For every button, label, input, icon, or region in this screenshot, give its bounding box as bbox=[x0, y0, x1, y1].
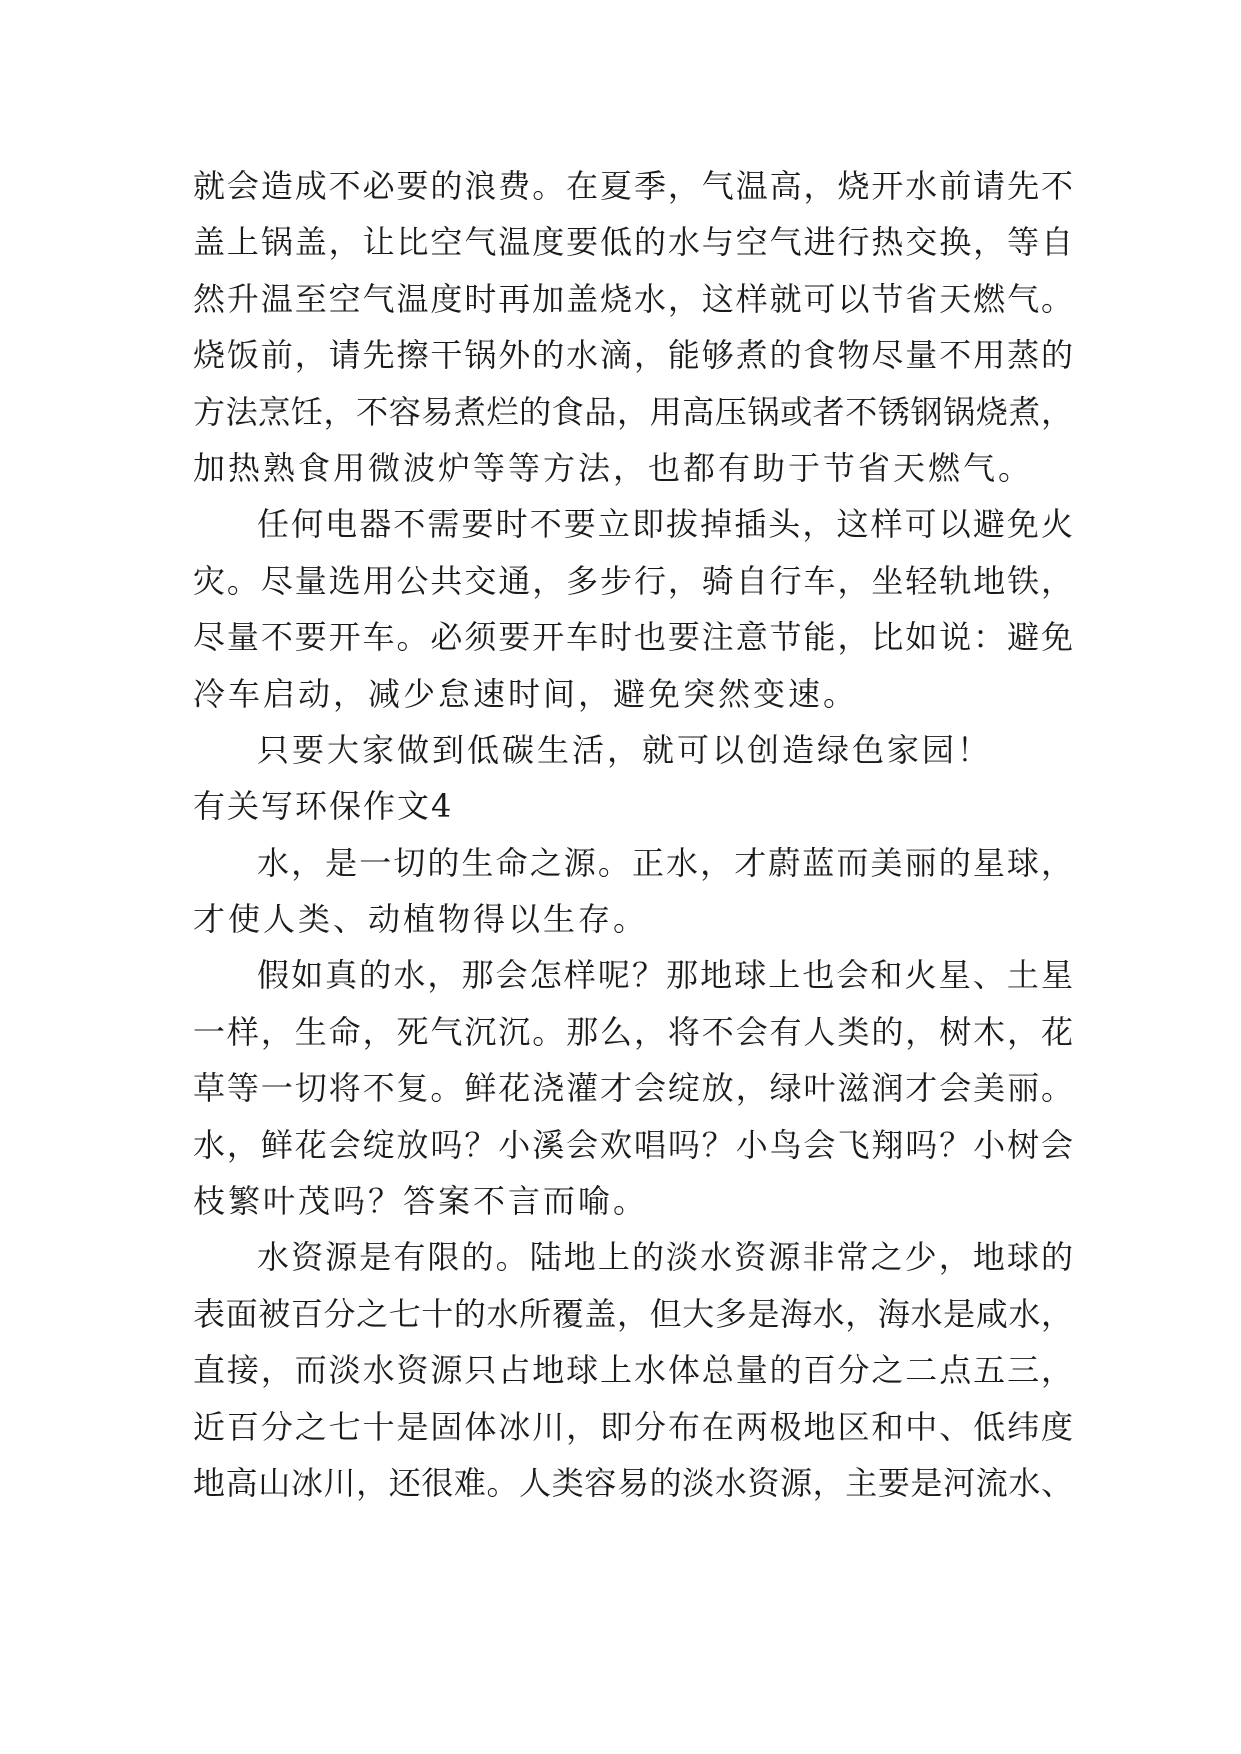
document-body bbox=[193, 158, 1073, 1511]
text-line: 任何电器不需要时不要立即拔掉插头，这样可以避免火 bbox=[257, 505, 1073, 544]
text-line: 水资源是有限的。陆地上的淡水资源非常之少，地球的 bbox=[257, 1238, 1073, 1277]
text-line: 灾。尽量选用公共交通，多步行，骑自行车，坐轻轨地铁， bbox=[193, 561, 1073, 600]
text-line: 才使人类、动植物得以生存。 bbox=[193, 900, 649, 939]
text-line: 近百分之七十是固体冰川，即分布在两极地区和中、低纬度 bbox=[193, 1407, 1073, 1446]
text-line: 假如真的水，那会怎样呢？那地球上也会和火星、土星 bbox=[257, 956, 1073, 995]
text-line: 地高山冰川，还很难。人类容易的淡水资源，主要是河流水、 bbox=[193, 1463, 1073, 1502]
text-line: 直接，而淡水资源只占地球上水体总量的百分之二点五三， bbox=[193, 1351, 1073, 1390]
text-line: 尽量不要开车。必须要开车时也要注意节能，比如说：避免 bbox=[193, 618, 1073, 657]
text-line: 表面被百分之七十的水所覆盖，但大多是海水，海水是咸水， bbox=[193, 1294, 1073, 1333]
text-line: 烧饭前，请先擦干锅外的水滴，能够煮的食物尽量不用蒸的 bbox=[193, 336, 1073, 375]
text-line: 就会造成不必要的浪费。在夏季，气温高，烧开水前请先不 bbox=[193, 167, 1073, 205]
text-line: 加热熟食用微波炉等等方法，也都有助于节省天燃气。 bbox=[193, 448, 1034, 487]
text-line: 水，鲜花会绽放吗？小溪会欢唱吗？小鸟会飞翔吗？小树会 bbox=[193, 1125, 1073, 1164]
text-line: 方法烹饪，不容易煮烂的食品，用高压锅或者不锈钢锅烧煮， bbox=[193, 392, 1073, 431]
text-line: 冷车启动，减少怠速时间，避免突然变速。 bbox=[193, 674, 859, 713]
text-line: 然升温至空气温度时再加盖烧水，这样就可以节省天燃气。 bbox=[193, 279, 1073, 318]
text-line: 只要大家做到低碳生活，就可以创造绿色家园！ bbox=[257, 730, 993, 769]
text-line: 草等一切将不复。鲜花浇灌才会绽放，绿叶滋润才会美丽。 bbox=[193, 1069, 1073, 1108]
text-line: 水，是一切的生命之源。正水，才蔚蓝而美丽的星球， bbox=[257, 843, 1073, 882]
section-heading: 有关写环保作文4 bbox=[193, 787, 454, 826]
text-line: 盖上锅盖，让比空气温度要低的水与空气进行热交换，等自 bbox=[193, 223, 1073, 262]
text-line: 枝繁叶茂吗？答案不言而喻。 bbox=[193, 1182, 649, 1221]
text-line: 一样，生命，死气沉沉。那么，将不会有人类的，树木，花 bbox=[193, 1012, 1073, 1051]
